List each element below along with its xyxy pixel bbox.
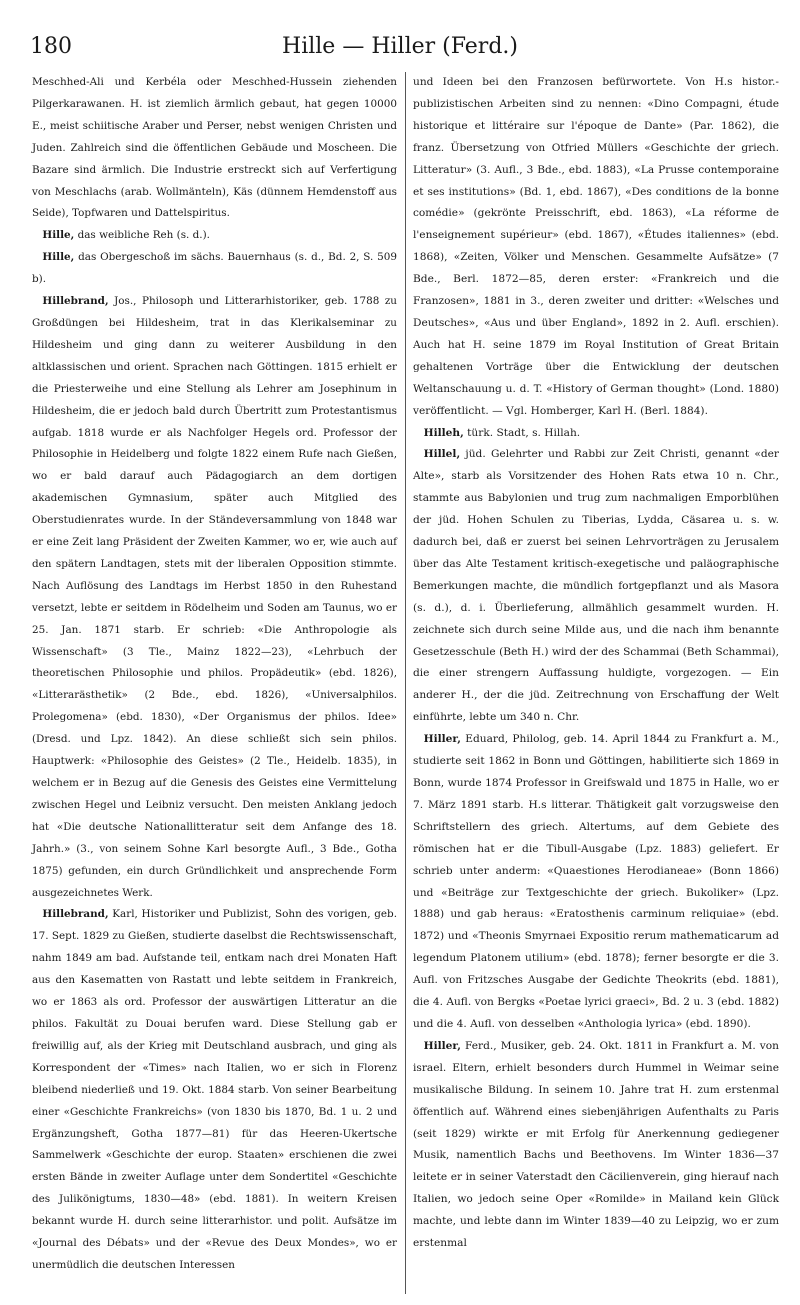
entry-text: das Obergeschoß im sächs. Bauernhaus (s. d., Bd. 2, S. 509 b). [32,251,397,286]
entry-headword: Hillebrand, [42,295,109,308]
entry-paragraph [32,291,397,904]
entry-headword: Hillebrand, [42,908,109,921]
column-divider [405,72,406,1294]
entry-paragraph [32,904,397,1276]
entry-text: Eduard, Philolog, geb. 14. April 1844 zu Frankfurt a. M., studierte seit 1862 in Bonn und Göttingen, habilitierte sich 1869 in Bonn, wurde 1874 Professor in Greifswald und 1875 in Halle, wo er 7. März 1891 starb. H.s litterar. Thätigkeit galt vorzugsweise den Schriftstellern des griech. Altertums, auf dem Gebiete des römischen hat er die Tibull-Ausgabe (Lpz. 1883) geliefert. Er schrieb unter anderm: «Quaestiones Herodianeae» (Bonn 1866) und «Beiträge zur Textgeschichte der griech. Bukoliker» (Lpz. 1888) und gab heraus: «Eratosthenis carminum reliquiae» (ebd. 1872) und «Theonis Smyrnaei Expositio rerum mathematicarum ad legendum Platonem utilium» (ebd. 1878); ferner besorgte er die 3. Aufl. von Fritzsches Ausgabe der Gedichte Theokrits (ebd. 1881), die 4. Aufl. von Bergks «Poetae lyrici graeci», Bd. 2 u. 3 (ebd. 1882) und die 4. Aufl. von desselben «Anthologia lyrica» (ebd. 1890). [413,733,779,1030]
entry-paragraph [32,247,397,291]
entry-paragraph [413,72,779,423]
entry-text: und Ideen bei den Franzosen befürwortete. Von H.s histor.-publizistischen Arbeiten sind zu nennen: «Dino Compagni, étude historique et littéraire sur l'époque de Dante» (Par. 1862), die franz. Übersetzung von Otfried Müllers «Geschichte der griech. Litteratur» (3. Aufl., 3 Bde., ebd. 1883), «La Prusse contemporaine et ses institutions» (Bd. 1, ebd. 1867), «Des conditions de la bonne comédie» (gekrönte Preisschrift, ebd. 1863), «La réforme de l'enseignement supérieur» (ebd. 1867), «Études italiennes» (ebd. 1868), «Zeiten, Völker und Menschen. Gesammelte Aufsätze» (7 Bde., Berl. 1872—85, deren erster: «Frankreich und die Franzosen», 1881 in 3., deren zweiter und dritter: «Welsches und Deutsches», «Aus und über England», 1892 in 2. Aufl. erschien). Auch hat H. seine 1879 im Royal Institution of Great Britain gehaltenen Vorträge über die Entwicklung der deutschen Weltanschauung u. d. T. «History of German thought» (Lond. 1880) veröffentlicht. — Vgl. Homberger, Karl H. (Berl. 1884). [413,76,779,417]
entry-text: Ferd., Musiker, geb. 24. Okt. 1811 in Frankfurt a. M. von israel. Eltern, erhielt besonders durch Hummel in Weimar seine musikalische Bildung. In seinem 10. Jahre trat H. zum erstenmal öffentlich auf. Während eines siebenjährigen Aufenthalts zu Paris (seit 1829) wirkte er mit Erfolg für Anerkennung gediegener Musik, namentlich Bachs und Beethovens. Im Winter 1836—37 leitete er in seiner Vaterstadt den Cäcilienverein, ging hierauf nach Italien, wo jedoch seine Oper «Romilde» in Mailand kein Glück machte, und lebte dann im Winter 1839—40 zu Leipzig, wo er zum erstenmal [413,1039,779,1250]
page-number: 180 [30,34,72,59]
entry-text: jüd. Gelehrter und Rabbi zur Zeit Christi, genannt «der Alte», starb als Vorsitzender des Hohen Rats etwa 10 n. Chr., stammte aus Babylonien und trug zum nachmaligen Emporblühen der jüd. Hohen Schulen zu Tiberias, Lydda, Cäsarea u. s. w. dadurch bei, daß er zuerst bei seinen Lehrvorträgen zu Jerusalem über das Alte Testament kritisch-exegetische und paläographische Bemerkungen machte, die mündlich fortgepflanzt und als Masora (s. d.), d. i. Überlieferung, allmählich gesammelt wurden. H. zeichnete sich durch seine Milde aus, und die nach ihm benannte Gesetzesschule (Beth H.) wird der des Schammai (Beth Schammai), die einer strengern Auffassung huldigte, vorgezogen. — Ein anderer H., der die jüd. Zeitrechnung von Erschaffung der Welt einführte, lebte um 340 n. Chr. [413,448,779,724]
entry-paragraph [32,225,397,247]
right-column [413,72,779,1255]
entry-paragraph [32,72,397,225]
entry-text: Jos., Philosoph und Litterarhistoriker, geb. 1788 zu Großdüngen bei Hildesheim, trat in das Klerikalseminar zu Hildesheim und ging dann zu weiterer Ausbildung in den altklassischen und orient. Sprachen nach Göttingen. 1815 erhielt er die Priesterweihe und eine Stellung als Lehrer am Josephinum in Hildesheim, die er jedoch bald durch Übertritt zum Protestantismus aufgab. 1818 wurde er als Nachfolger Hegels ord. Professor der Philosophie in Heidelberg und folgte 1822 einem Rufe nach Gießen, wo er bald darauf auch Pädagogiarch an dem dortigen akademischen Gymnasium, später auch Mitglied des Oberstudienrates wurde. In der Ständeversammlung von 1848 war er eine Zeit lang Präsident der Zweiten Kammer, wo er, wie auch auf den spätern Landtagen, stets mit der liberalen Opposition stimmte. Nach Auflösung des Landtags im Herbst 1850 in den Ruhestand versetzt, lebte er seitdem in Rödelheim und Soden am Taunus, wo er 25. Jan. 1871 starb. Er schrieb: «Die Anthropologie als Wissenschaft» (3 Tle., Mainz 1822—23), «Lehrbuch der theoretischen Philosophie und philos. Propädeutik» (ebd. 1826), «Litterarästhetik» (2 Bde., ebd. 1826), «Universalphilos. Prolegomena» (ebd. 1830), «Der Organismus der philos. Idee» (Dresd. und Lpz. 1842). An diese schließt sich sein philos. Hauptwerk: «Philosophie des Geistes» (2 Tle., Heidelb. 1835), in welchem er in Bezug auf die Genesis des Geistes eine Vermittelung zwischen Hegel und Leibniz versucht. Den meisten Anklang jedoch hat «Die deutsche Nationallitteratur seit dem Anfange des 18. Jahrh.» (3., von seinem Sohne Karl besorgte Aufl., 3 Bde., Gotha 1875) gefunden, ein durch Gründlichkeit und ansprechende Form ausgezeichnetes Werk. [32,295,397,899]
entry-text: türk. Stadt, s. Hillah. [463,426,581,439]
entry-paragraph [413,1036,779,1255]
entry-headword: Hiller, [423,733,461,746]
entry-headword: Hilleh, [423,426,464,439]
entry-headword: Hillel, [423,448,461,461]
left-column [32,72,397,1277]
entry-paragraph [413,444,779,729]
running-title: Hille — Hiller (Ferd.) [282,34,518,59]
entry-headword: Hiller, [423,1039,461,1052]
entry-headword: Hille, [42,229,75,242]
entry-text: das weibliche Reh (s. d.). [74,229,210,242]
entry-headword: Hille, [42,251,75,264]
entry-text: Karl, Historiker und Publizist, Sohn des vorigen, geb. 17. Sept. 1829 zu Gießen, studierte daselbst die Rechtswissenschaft, nahm 1849 am bad. Aufstande teil, entkam nach drei Monaten Haft aus den Kasematten von Rastatt und lebte seitdem in Frankreich, wo er 1863 als ord. Professor der auswärtigen Litteratur an die philos. Fakultät zu Douai berufen ward. Diese Stellung gab er freiwillig auf, als der Krieg mit Deutschland ausbrach, und ging als Korrespondent der «Times» nach Italien, wo er sich in Florenz bleibend niederließ und 19. Okt. 1884 starb. Von seiner Bearbeitung einer «Geschichte Frankreichs» (von 1830 bis 1870, Bd. 1 u. 2 und Ergänzungsheft, Gotha 1877—81) für das Heeren-Ukertsche Sammelwerk «Geschichte der europ. Staaten» erschienen die zwei ersten Bände in zweiter Auflage unter dem Sondertitel «Geschichte des Julikönigtums, 1830—48» (ebd. 1881). In weitern Kreisen bekannt wurde H. durch seine litterarhistor. und polit. Aufsätze im «Journal des Débats» und der «Revue des Deux Mondes», wo er unermüdlich die deutschen Interessen [32,908,397,1271]
entry-paragraph [413,729,779,1036]
entry-paragraph [413,423,779,445]
entry-text: Meschhed-Ali und Kerbéla oder Meschhed-Hussein ziehenden Pilgerkarawanen. H. ist ziemlich ärmlich gebaut, hat gegen 10000 E., meist schiitische Araber und Perser, nebst wenigen Christen und Juden. Zahlreich sind die öffentlichen Gebäude und Moscheen. Die Bazare sind ärmlich. Die Industrie erstreckt sich auf Verfertigung von Meschlachs (arab. Wollmänteln), Käs (dünnem Hemdenstoff aus Seide), Topfwaren und Dattelspiritus. [32,76,397,220]
